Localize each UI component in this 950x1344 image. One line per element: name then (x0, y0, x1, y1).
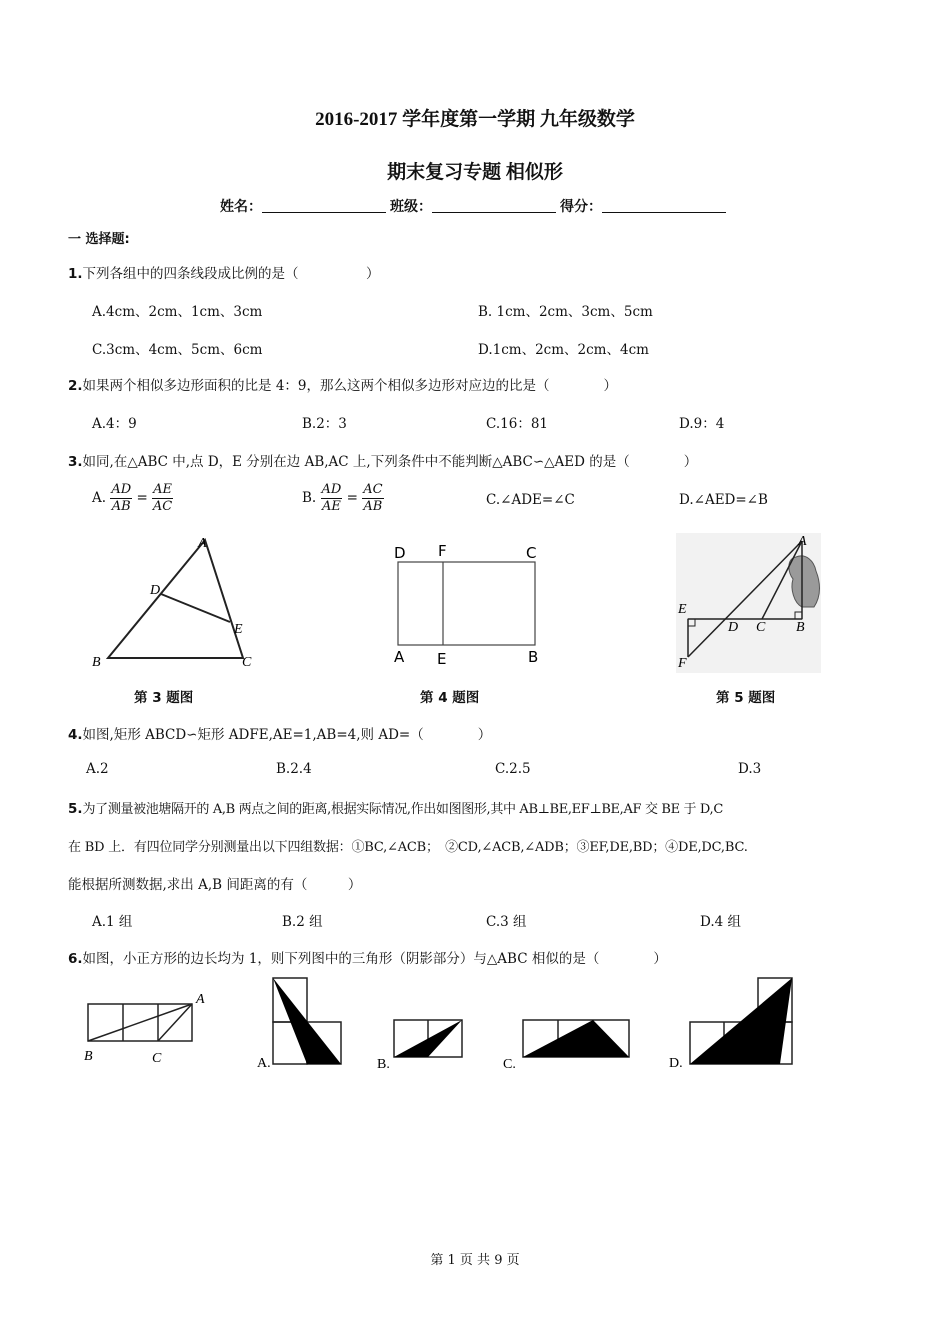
question-4 (68, 723, 491, 743)
fig3-label-c: C (242, 655, 252, 670)
q2-number: 2. (68, 378, 83, 394)
q6-option-b-figure[interactable] (376, 1014, 476, 1074)
q6-number: 6. (68, 951, 83, 967)
q3-b-fraction-1 (321, 482, 343, 515)
q6-figure-abc (80, 990, 220, 1074)
fig5-label-b: B (796, 620, 805, 635)
q6-option-c-label: C. (503, 1057, 516, 1072)
fig5-label-c: C (756, 620, 766, 635)
q3-a-f2-numerator: AE (153, 482, 172, 497)
fig4-label-b: B (528, 648, 539, 666)
q6-label-b: B (84, 1049, 93, 1064)
q3-b-f2-numerator: AC (363, 482, 383, 497)
question-2 (68, 374, 617, 394)
q1-option-c[interactable]: C.3cm、4cm、5cm、6cm (92, 342, 263, 358)
q5-option-b[interactable]: B.2 组 (282, 914, 323, 930)
q6-label-a: A (196, 992, 205, 1007)
q3-option-d[interactable]: D.∠AED=∠B (679, 492, 768, 508)
q3-a-f2-denominator: AC (152, 499, 173, 514)
q6-text: 如图，小正方形的边长均为 1，则下列图中的三角形（阴影部分）与△ABC 相似的是（ ） (82, 951, 667, 967)
q3-a-f1-numerator: AD (111, 482, 132, 497)
name-label: 姓名： (220, 199, 262, 215)
q4-option-a[interactable]: A.2 (86, 761, 109, 777)
figure-4-caption: 第 4 题图 (420, 690, 480, 706)
q5-option-d[interactable]: D.4 组 (700, 914, 742, 930)
q3-b-f2-denominator: AB (363, 499, 383, 514)
q1-option-a[interactable]: A.4cm、2cm、1cm、3cm (92, 304, 263, 320)
class-label: 班级： (390, 199, 432, 215)
q1-option-d[interactable]: D.1cm、2cm、2cm、4cm (478, 342, 649, 358)
question-6 (68, 947, 667, 967)
q5-number: 5. (68, 801, 83, 817)
q4-option-c[interactable]: C.2.5 (495, 761, 531, 777)
fig4-label-e: E (437, 650, 447, 668)
q6-label-c: C (152, 1051, 162, 1066)
q3-a-fraction-1 (110, 482, 132, 515)
fig3-label-e: E (234, 622, 243, 637)
q3-a-prefix: A. (92, 490, 107, 506)
q6d-shaded-triangle (690, 978, 792, 1064)
q1-text: 下列各组中的四条线段成比例的是（ ） (82, 266, 380, 282)
figure-5-caption: 第 5 题图 (716, 690, 776, 706)
q6-option-d-label: D. (669, 1056, 683, 1071)
q2-option-b[interactable]: B.2：3 (302, 416, 347, 432)
q2-text: 如果两个相似多边形面积的比是 4：9，那么这两个相似多边形对应边的比是（ ） (82, 378, 617, 394)
q4-text: 如图,矩形 ABCD∽矩形 ADFE,AE=1,AB=4,则 AD=（ ） (82, 727, 492, 743)
q6c-shaded-triangle (523, 1020, 629, 1057)
q5-line-3: 能根据所测数据,求出 A,B 间距离的有（ ） (68, 877, 362, 893)
name-blank[interactable] (262, 198, 386, 213)
fig5-label-f: F (678, 656, 687, 671)
figure-5-pond (676, 533, 821, 673)
fig3-label-d: D (150, 583, 161, 598)
fig4-rectangle-abcd (398, 562, 535, 645)
fig3-segment-de (161, 594, 230, 622)
q3-a-f1-denominator: AB (111, 499, 131, 514)
page-title: 2016-2017 学年度第一学期 九年级数学 (315, 109, 635, 130)
fig3-label-a: A (198, 536, 207, 551)
q6-option-b-label: B. (377, 1057, 390, 1072)
class-blank[interactable] (432, 198, 556, 213)
q4-option-b[interactable]: B.2.4 (276, 761, 312, 777)
fig5-label-d: D (728, 620, 739, 635)
page-subtitle: 期末复习专题 相似形 (387, 162, 563, 183)
q4-number: 4. (68, 727, 83, 743)
q1-number: 1. (68, 266, 83, 282)
q2-option-d[interactable]: D.9：4 (679, 416, 725, 432)
q3-b-prefix: B. (302, 490, 317, 506)
q5-line-2: 在 BD 上．有四位同学分别测量出以下四组数据：①BC,∠ACB； ②CD,∠ACB,∠ADB；③EF,DE,BD；④DE,DC,BC. (68, 840, 748, 855)
q3-number: 3. (68, 454, 83, 470)
q3-b-f1-denominator: AE (321, 499, 341, 514)
fig4-label-d: D (394, 544, 406, 562)
figure-3-triangle (80, 530, 260, 675)
q3-a-equals: = (136, 490, 148, 506)
q5-option-a[interactable]: A.1 组 (92, 914, 133, 930)
q6-option-c-figure[interactable] (502, 1014, 632, 1074)
page-footer: 第 1 页 共 9 页 (430, 1253, 520, 1268)
q3-option-a[interactable] (92, 482, 173, 515)
fig5-label-a: A (798, 534, 807, 549)
q3-a-fraction-2 (152, 482, 173, 515)
figure-4-rectangle (390, 540, 550, 670)
q3-text: 如同,在△ABC 中,点 D，E 分别在边 AB,AC 上,下列条件中不能判断△ABC∽△AED 的是（ ） (82, 454, 698, 470)
fig4-label-c: C (526, 544, 537, 562)
q5-option-c[interactable]: C.3 组 (486, 914, 527, 930)
q6-option-a-figure[interactable] (256, 976, 356, 1076)
q3-b-f1-numerator: AD (321, 482, 342, 497)
score-label: 得分： (560, 199, 602, 215)
fig4-label-f: F (438, 542, 447, 560)
fig4-label-a: A (394, 648, 405, 666)
q4-option-d[interactable]: D.3 (738, 761, 762, 777)
q5-line-1: 为了测量被池塘隔开的 A,B 两点之间的距离,根据实际情况,作出如图图形,其中 AB⊥BE,EF⊥BE,AF 交 BE 于 D,C (82, 802, 723, 817)
student-info-line (0, 196, 950, 216)
q6-option-a-label: A. (257, 1056, 271, 1071)
question-3 (68, 450, 697, 470)
score-blank[interactable] (602, 198, 726, 213)
q1-option-b[interactable]: B. 1cm、2cm、3cm、5cm (478, 304, 653, 320)
q2-option-c[interactable]: C.16：81 (486, 416, 548, 432)
fig3-label-b: B (92, 655, 101, 670)
q6-option-d-figure[interactable] (668, 976, 798, 1076)
question-1 (68, 262, 380, 282)
q3-option-b[interactable] (302, 482, 384, 515)
section-heading: 一 选择题: (68, 232, 130, 247)
figure-3-caption: 第 3 题图 (134, 690, 194, 706)
q2-option-a[interactable]: A.4：9 (92, 416, 137, 432)
q3-b-equals: = (346, 490, 358, 506)
fig5-label-e: E (678, 602, 687, 617)
question-5 (68, 798, 723, 817)
q6-segment-ab (88, 1004, 192, 1041)
q3-option-c[interactable]: C.∠ADE=∠C (486, 492, 575, 508)
q3-b-fraction-2 (362, 482, 383, 515)
